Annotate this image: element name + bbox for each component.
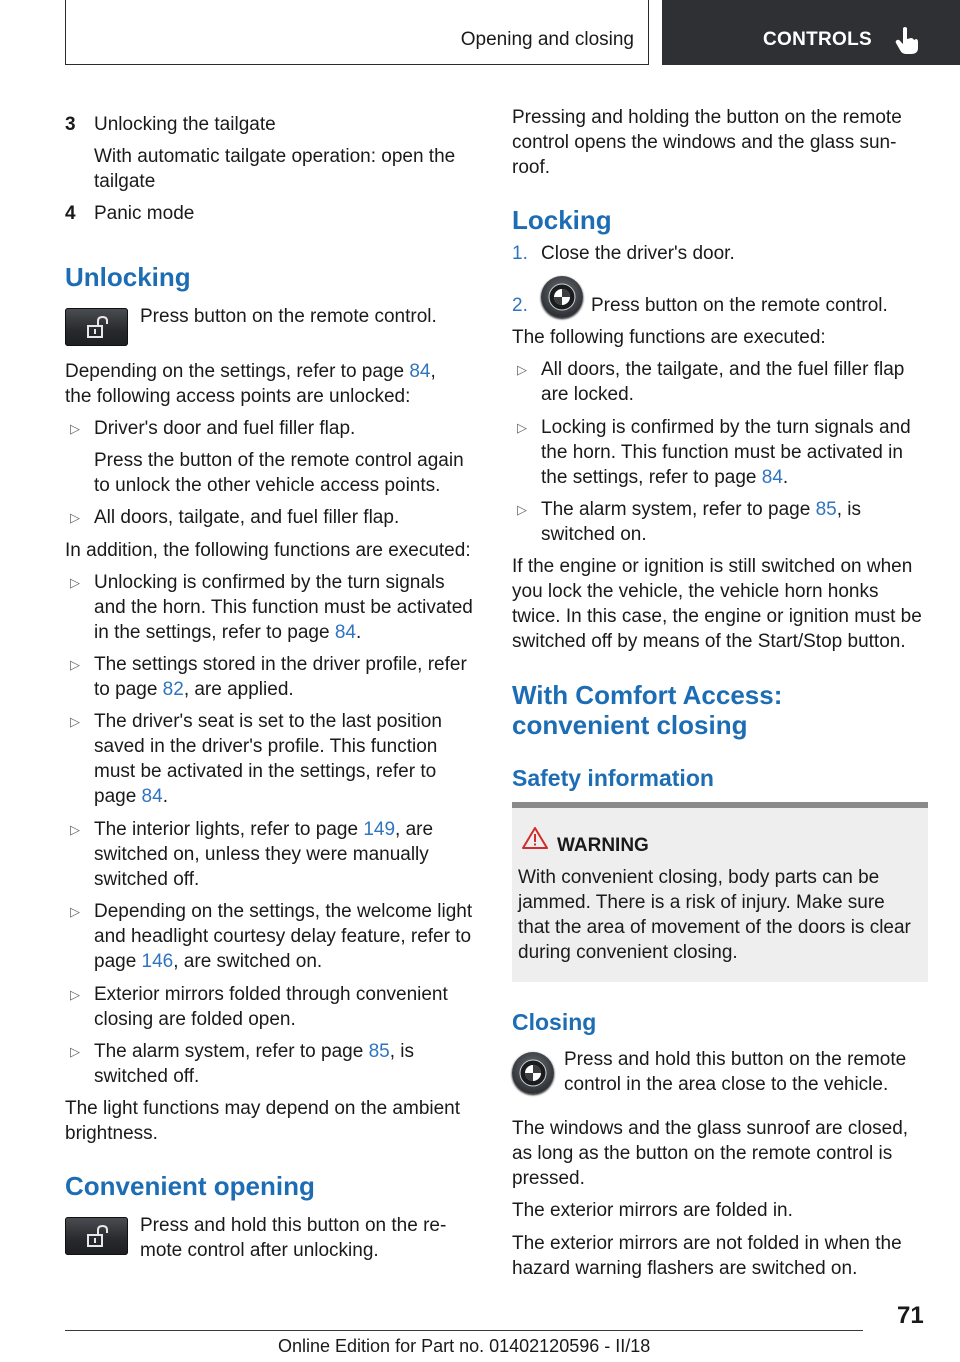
page-link-85[interactable]: 85 bbox=[368, 1041, 390, 1062]
bullet-text: in the settings, refer to page 84. bbox=[94, 622, 362, 643]
footer-divider bbox=[65, 1330, 863, 1331]
page-link-84[interactable]: 84 bbox=[761, 467, 783, 488]
bullet-text: The alarm system, refer to page 85, is bbox=[541, 499, 861, 520]
bullet-text: The interior lights, refer to page 149, are bbox=[94, 819, 434, 840]
bullet-text: The driver's seat is set to the last position bbox=[94, 711, 442, 732]
item-3-title: Unlocking the tailgate bbox=[94, 114, 276, 135]
closing-text: Press and hold this button on the remote bbox=[564, 1049, 907, 1070]
bmw-lock-button-image bbox=[512, 1052, 554, 1094]
paragraph-line: Pressing and holding the button on the remote bbox=[512, 107, 902, 128]
step-text: Press button on the remote control. bbox=[591, 295, 888, 316]
paragraph-line: control opens the windows and the glass sun‐ bbox=[512, 132, 897, 153]
bullet-text: and headlight courtesy delay feature, refer to bbox=[94, 926, 472, 947]
unlocking-button-text: Press button on the remote control. bbox=[140, 306, 437, 327]
header-chapter-tab bbox=[662, 0, 960, 65]
paragraph-line: switched off by means of the Start/Stop button. bbox=[512, 631, 906, 652]
bullet-triangle-icon: ▷ bbox=[70, 657, 80, 672]
bullet-text: are locked. bbox=[541, 384, 634, 405]
bullet-text: The alarm system, refer to page 85, is bbox=[94, 1041, 414, 1062]
bullet-triangle-icon: ▷ bbox=[517, 502, 527, 517]
bullet-triangle-icon: ▷ bbox=[517, 362, 527, 377]
page-link-146[interactable]: 146 bbox=[141, 951, 174, 972]
edition-text: Online Edition for Part no. 01402120596 - II/18 bbox=[278, 1336, 651, 1356]
convenient-opening-text: mote control after unlocking. bbox=[140, 1240, 379, 1261]
convenient-opening-text: Press and hold this button on the re‐ bbox=[140, 1215, 447, 1236]
paragraph-line: roof. bbox=[512, 157, 551, 178]
paragraph-line: If the engine or ignition is still switched on when bbox=[512, 556, 913, 577]
step-number: 2. bbox=[512, 295, 528, 316]
paragraph-line: The exterior mirrors are folded in. bbox=[512, 1200, 793, 1221]
bullet-text: Depending on the settings, the welcome light bbox=[94, 901, 473, 922]
closing-text: control in the area close to the vehicle. bbox=[564, 1074, 889, 1095]
unlock-button-image bbox=[65, 308, 128, 346]
paragraph-line: In addition, the following functions are executed: bbox=[65, 540, 471, 561]
bullet-triangle-icon: ▷ bbox=[70, 575, 80, 590]
warning-text: jammed. There is a risk of injury. Make sure bbox=[518, 892, 885, 913]
page-link-85[interactable]: 85 bbox=[815, 499, 837, 520]
bullet-text: to unlock the other vehicle access points. bbox=[94, 475, 441, 496]
bullet-text: switched off. bbox=[94, 1066, 200, 1087]
paragraph-line: you lock the vehicle, the vehicle horn honks bbox=[512, 581, 879, 602]
padlock-open-icon bbox=[85, 1224, 111, 1248]
bullet-text: Exterior mirrors folded through convenient bbox=[94, 984, 448, 1005]
item-3-desc-line: With automatic tailgate operation: open the bbox=[94, 146, 456, 167]
paragraph-line: hazard warning flashers are switched on. bbox=[512, 1258, 858, 1279]
bullet-text: the settings, refer to page 84. bbox=[541, 467, 789, 488]
page-link-84[interactable]: 84 bbox=[334, 622, 356, 643]
bmw-roundel-icon bbox=[519, 1059, 547, 1087]
bullet-text: switched on. bbox=[541, 524, 647, 545]
bullet-text: switched off. bbox=[94, 869, 200, 890]
paragraph-line: pressed. bbox=[512, 1168, 585, 1189]
page-link-82[interactable]: 82 bbox=[162, 679, 184, 700]
heading-closing: Closing bbox=[512, 1009, 597, 1035]
paragraph-line: brightness. bbox=[65, 1123, 158, 1144]
padlock-open-icon bbox=[85, 315, 111, 339]
bullet-text: must be activated in the settings, refer to bbox=[94, 761, 437, 782]
item-number-4: 4 bbox=[65, 203, 76, 224]
bullet-triangle-icon: ▷ bbox=[70, 714, 80, 729]
page-number: 71 bbox=[897, 1302, 924, 1329]
bullet-triangle-icon: ▷ bbox=[70, 904, 80, 919]
page-link-84[interactable]: 84 bbox=[141, 786, 163, 807]
paragraph-line: The exterior mirrors are not folded in when the bbox=[512, 1233, 902, 1254]
step-number: 1. bbox=[512, 243, 528, 264]
bullet-text: to page 82, are applied. bbox=[94, 679, 294, 700]
pointing-hand-icon bbox=[894, 26, 920, 56]
bullet-text: the horn. This function must be activated in bbox=[541, 442, 903, 463]
bullet-text: Unlocking is confirmed by the turn signals bbox=[94, 572, 445, 593]
paragraph-line: as long as the button on the remote control is bbox=[512, 1143, 893, 1164]
paragraph-line: The following functions are executed: bbox=[512, 327, 826, 348]
bullet-text: All doors, the tailgate, and the fuel filler flap bbox=[541, 359, 905, 380]
bullet-text: Press the button of the remote control again bbox=[94, 450, 464, 471]
header-chapter-title: CONTROLS bbox=[763, 29, 873, 50]
warning-text: during convenient closing. bbox=[518, 942, 738, 963]
bullet-triangle-icon: ▷ bbox=[70, 1044, 80, 1059]
page-link-149[interactable]: 149 bbox=[363, 819, 396, 840]
heading-unlocking: Unlocking bbox=[65, 262, 191, 292]
unlock-button-image bbox=[65, 1217, 128, 1255]
heading-comfort-access: With Comfort Access: bbox=[512, 680, 783, 710]
bullet-text: The settings stored in the driver profile, refer bbox=[94, 654, 467, 675]
bmw-lock-button-image bbox=[541, 276, 583, 318]
bullet-text: saved in the driver's profile. This function bbox=[94, 736, 438, 757]
bullet-triangle-icon: ▷ bbox=[70, 987, 80, 1002]
warning-triangle-icon bbox=[522, 826, 548, 850]
bullet-triangle-icon: ▷ bbox=[70, 510, 80, 525]
warning-box bbox=[512, 802, 928, 982]
paragraph-line: The light functions may depend on the ambient bbox=[65, 1098, 461, 1119]
bullet-text: switched on, unless they were manually bbox=[94, 844, 429, 865]
bullet-text: Locking is confirmed by the turn signals and bbox=[541, 417, 911, 438]
heading-convenient-opening: Convenient opening bbox=[65, 1171, 315, 1201]
bullet-triangle-icon: ▷ bbox=[517, 420, 527, 435]
bullet-text: Driver's door and fuel filler flap. bbox=[94, 418, 356, 439]
bullet-text: page 84. bbox=[94, 786, 168, 807]
header-section-box bbox=[65, 0, 649, 65]
heading-comfort-access: convenient closing bbox=[512, 710, 748, 740]
heading-locking: Locking bbox=[512, 205, 612, 235]
item-3-desc-line: tailgate bbox=[94, 171, 156, 192]
bmw-roundel-icon bbox=[548, 283, 576, 311]
warning-text: that the area of movement of the doors is clear bbox=[518, 917, 911, 938]
paragraph-line: the following access points are unlocked: bbox=[65, 386, 411, 407]
warning-title: WARNING bbox=[557, 835, 649, 856]
item-number-3: 3 bbox=[65, 114, 76, 135]
bullet-text: page 146, are switched on. bbox=[94, 951, 323, 972]
bullet-text: All doors, tailgate, and fuel filler flap. bbox=[94, 507, 400, 528]
bullet-text: and the horn. This function must be activated bbox=[94, 597, 473, 618]
warning-text: With convenient closing, body parts can be bbox=[518, 867, 880, 888]
paragraph-line: Depending on the settings, refer to page 84, bbox=[65, 361, 436, 382]
step-text: Close the driver's door. bbox=[541, 243, 735, 264]
bullet-triangle-icon: ▷ bbox=[70, 421, 80, 436]
header-section-title: Opening and closing bbox=[460, 29, 634, 50]
paragraph-line: twice. In this case, the engine or ignition must be bbox=[512, 606, 922, 627]
page-link-84[interactable]: 84 bbox=[409, 361, 431, 382]
item-4-title: Panic mode bbox=[94, 203, 195, 224]
paragraph-line: The windows and the glass sunroof are closed, bbox=[512, 1118, 909, 1139]
bullet-triangle-icon: ▷ bbox=[70, 822, 80, 837]
heading-safety-information: Safety information bbox=[512, 765, 714, 791]
bullet-text: closing are folded open. bbox=[94, 1009, 296, 1030]
